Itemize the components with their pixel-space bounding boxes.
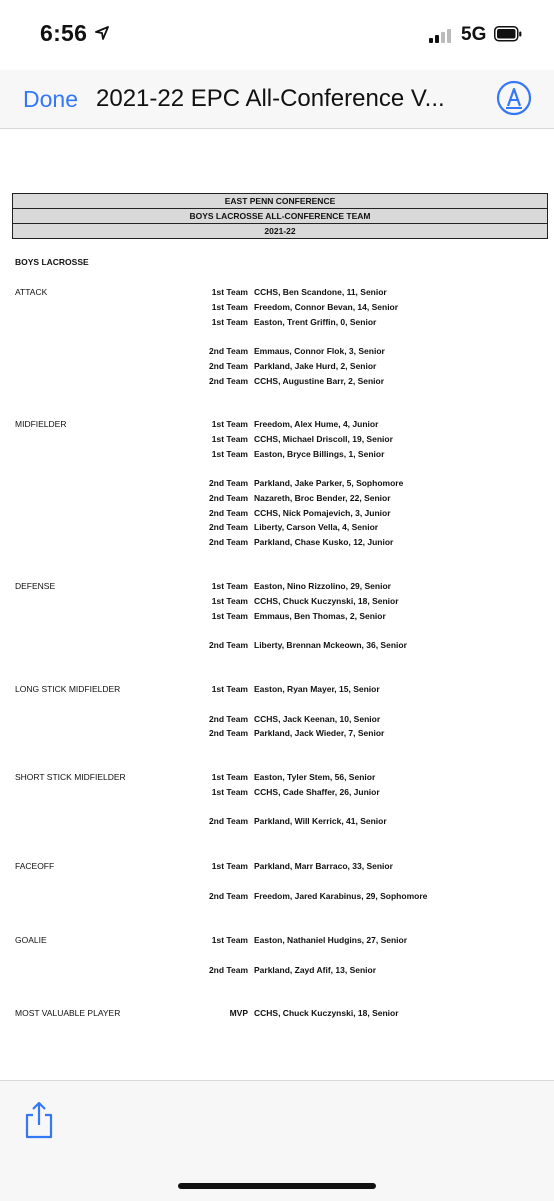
category-label: LONG STICK MIDFIELDER (15, 684, 121, 694)
signal-strength-icon (429, 27, 455, 43)
team-level: 2nd Team (208, 522, 248, 533)
player-entry: Easton, Trent Griffin, 0, Senior (254, 316, 377, 327)
team-level: 2nd Team (208, 713, 248, 724)
team-level: 1st Team (211, 861, 248, 871)
team-level: 2nd Team (208, 537, 248, 547)
player-entry: CCHS, Cade Shaffer, 26, Junior (254, 786, 380, 797)
category-label: FACEOFF (15, 861, 55, 871)
player-entry: Parkland, Jake Parker, 5, Sophomore (254, 478, 404, 488)
team-level: 1st Team (211, 935, 248, 945)
team-level: 1st Team (211, 684, 248, 694)
home-indicator (178, 1183, 376, 1189)
team-level: 2nd Team (208, 375, 248, 386)
location-arrow-icon (95, 26, 109, 40)
player-entry: Parkland, Chase Kusko, 12, Junior (254, 537, 394, 547)
team-level: 1st Team (211, 786, 248, 797)
header-season: 2021-22 (13, 224, 547, 238)
category-label: ATTACK (15, 287, 48, 297)
player-entry: Emmaus, Ben Thomas, 2, Senior (254, 610, 386, 621)
team-level: 2nd Team (208, 816, 248, 827)
category-label: DEFENSE (15, 581, 56, 591)
team-level: 1st Team (211, 610, 248, 621)
category-label: SHORT STICK MIDFIELDER (15, 772, 126, 782)
status-bar (0, 0, 554, 70)
category-label: MIDFIELDER (15, 419, 67, 429)
network-type: 5G (461, 24, 487, 45)
player-entry: CCHS, Michael Driscoll, 19, Senior (254, 433, 393, 444)
header-team-title: BOYS LACROSSE ALL-CONFERENCE TEAM (13, 209, 547, 224)
share-icon[interactable] (24, 1101, 54, 1139)
header-conference: EAST PENN CONFERENCE (13, 194, 547, 209)
player-entry: Easton, Tyler Stem, 56, Senior (254, 772, 376, 782)
team-level: 1st Team (211, 433, 248, 444)
player-entry: Liberty, Brennan Mckeown, 36, Senior (254, 640, 407, 650)
player-entry: Parkland, Will Kerrick, 41, Senior (254, 816, 387, 827)
player-entry: CCHS, Ben Scandone, 11, Senior (254, 287, 387, 297)
player-entry: Parkland, Zayd Afif, 13, Senior (254, 964, 377, 975)
document-header-table (12, 193, 548, 239)
team-level: 1st Team (211, 595, 248, 606)
player-entry: Easton, Nino Rizzolino, 29, Senior (254, 581, 391, 591)
team-level: 2nd Team (208, 890, 248, 901)
team-level: 1st Team (211, 301, 248, 312)
player-entry: Parkland, Jack Wieder, 7, Senior (254, 728, 385, 739)
team-level: 1st Team (211, 316, 248, 327)
player-entry: CCHS, Nick Pomajevich, 3, Junior (254, 507, 391, 518)
team-level: 2nd Team (208, 478, 248, 488)
document-page[interactable] (0, 129, 554, 1080)
category-label: GOALIE (15, 935, 47, 945)
team-level: 2nd Team (208, 346, 248, 356)
player-entry: CCHS, Augustine Barr, 2, Senior (254, 375, 385, 386)
team-level: 1st Team (211, 581, 248, 591)
battery-icon (494, 24, 522, 44)
team-level: 2nd Team (208, 507, 248, 518)
team-level: 2nd Team (208, 360, 248, 371)
team-level: 2nd Team (208, 640, 248, 650)
player-entry: Easton, Bryce Billings, 1, Senior (254, 448, 385, 459)
player-entry: Freedom, Alex Hume, 4, Junior (254, 419, 379, 429)
markup-pen-icon[interactable] (496, 80, 532, 116)
player-entry: CCHS, Chuck Kuczynski, 18, Senior (254, 1008, 399, 1018)
player-entry: Nazareth, Broc Bender, 22, Senior (254, 492, 391, 503)
player-entry: Freedom, Connor Bevan, 14, Senior (254, 301, 399, 312)
team-level: 2nd Team (208, 964, 248, 975)
team-level: 2nd Team (208, 492, 248, 503)
player-entry: Easton, Ryan Mayer, 15, Senior (254, 684, 380, 694)
player-entry: Easton, Nathaniel Hudgins, 27, Senior (254, 935, 408, 945)
document-title: 2021-22 EPC All-Conference V... (96, 85, 445, 112)
team-level: 2nd Team (208, 728, 248, 739)
team-level: 1st Team (211, 419, 248, 429)
player-entry: CCHS, Jack Keenan, 10, Senior (254, 713, 381, 724)
player-entry: Freedom, Jared Karabinus, 29, Sophomore (254, 890, 428, 901)
team-level: 1st Team (211, 772, 248, 782)
done-button[interactable]: Done (23, 86, 78, 112)
bottom-toolbar (0, 1080, 554, 1201)
player-entry: CCHS, Chuck Kuczynski, 18, Senior (254, 595, 399, 606)
team-level: 1st Team (211, 287, 248, 297)
team-level: MVP (229, 1008, 248, 1018)
player-entry: Liberty, Carson Vella, 4, Senior (254, 522, 379, 533)
player-entry: Parkland, Jake Hurd, 2, Senior (254, 360, 377, 371)
team-level: 1st Team (211, 448, 248, 459)
player-entry: Parkland, Marr Barraco, 33, Senior (254, 861, 393, 871)
sport-title: BOYS LACROSSE (15, 257, 89, 267)
player-entry: Emmaus, Connor Flok, 3, Senior (254, 346, 385, 356)
navigation-bar (0, 70, 554, 129)
status-time: 6:56 (40, 20, 88, 46)
category-label: MOST VALUABLE PLAYER (15, 1008, 121, 1018)
